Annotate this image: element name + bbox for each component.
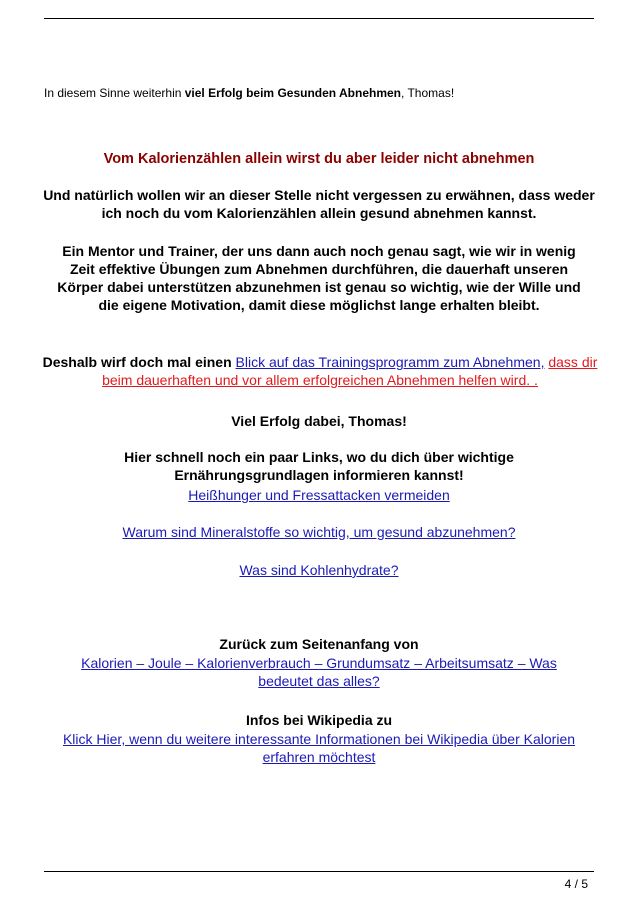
cta-paragraph	[40, 353, 600, 389]
page-number: 4 / 5	[564, 877, 588, 891]
intro-bold: viel Erfolg beim Gesunden Abnehmen	[184, 86, 402, 100]
footer-rule	[44, 871, 594, 872]
section-heading: Vom Kalorienzählen allein wirst du aber leider nicht abnehmen	[103, 151, 535, 167]
paragraph-kalorienzaehlen: Und natürlich wollen wir an dieser Stelle nicht vergessen zu erwähnen, dass weder ich noch du vom Kalorienzählen allein gesund abnehmen kannst.	[43, 187, 595, 221]
back-to-top-row	[54, 654, 584, 690]
mineralstoffe-link[interactable]: Warum sind Mineralstoffe so wichtig, um gesund abzunehmen?	[122, 524, 516, 540]
heisshunger-link[interactable]: Heißhunger und Fressattacken vermeiden	[188, 487, 450, 503]
intro-prefix: In diesem Sinne weiterhin	[44, 86, 185, 100]
back-to-top-label: Zurück zum Seitenanfang von	[219, 636, 419, 652]
cta-prefix: Deshalb wirf doch mal einen	[42, 354, 236, 370]
signoff: Viel Erfolg dabei, Thomas!	[231, 413, 407, 429]
header-rule	[44, 18, 594, 19]
intro-suffix: , Thomas!	[401, 86, 455, 100]
kohlenhydrate-link[interactable]: Was sind Kohlenhydrate?	[239, 562, 399, 578]
intro-line	[44, 86, 454, 100]
back-to-top-link[interactable]: Kalorien – Joule – Kalorienverbrauch – Grundumsatz – Arbeitsumsatz – Was bedeutet das alles?	[81, 655, 557, 689]
link-kohlenhydrate-row	[30, 561, 608, 579]
link-mineralstoffe-row	[30, 523, 608, 541]
wikipedia-row	[60, 730, 578, 766]
abnehmen-helfen-link[interactable]: dass dir beim dauerhaften und vor allem erfolgreichen Abnehmen helfen wird. .	[102, 354, 598, 388]
wikipedia-link[interactable]: Klick Hier, wenn du weitere interessante Informationen bei Wikipedia über Kalorien erfahren möchtest	[62, 731, 576, 765]
trainingsprogramm-link[interactable]: Blick auf das Trainingsprogramm zum Abnehmen,	[235, 354, 545, 370]
link-heisshunger-row	[30, 486, 608, 504]
wikipedia-label: Infos bei Wikipedia zu	[245, 712, 393, 728]
paragraph-mentor: Ein Mentor und Trainer, der uns dann auch noch genau sagt, wie wir in wenig Zeit effektive Übungen zum Abnehmen durchführen, die dauerhaft unseren Körper dabei unterstützen abzunehmen ist genau so wichtig, wie der Wille und die eigene Motivation, damit diese möglichst lange erhalten bleibt.	[57, 243, 581, 313]
links-intro: Hier schnell noch ein paar Links, wo du dich über wichtige Ernährungsgrundlagen informieren kannst!	[124, 449, 514, 483]
